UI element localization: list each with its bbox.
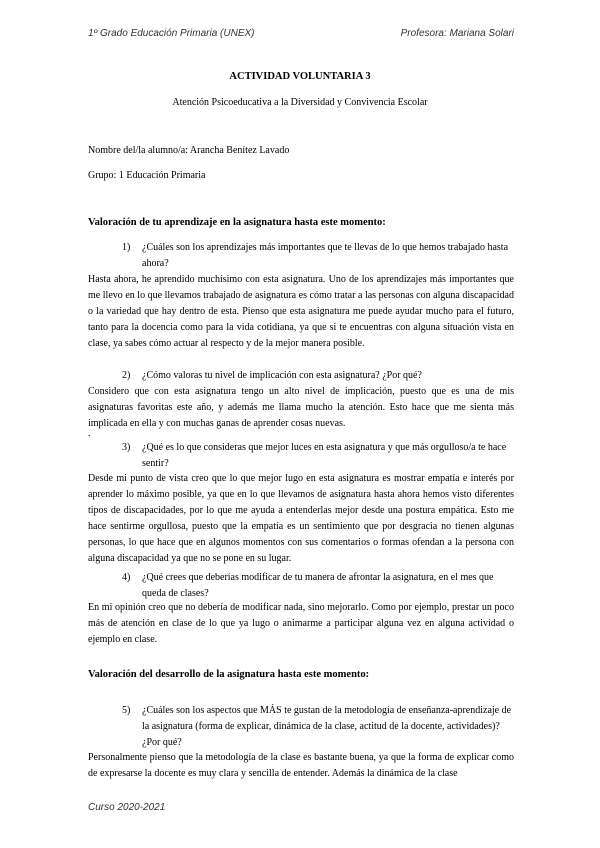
section-heading-learning: Valoración de tu aprendizaje en la asignatura hasta este momento: bbox=[88, 217, 386, 228]
document-title: ACTIVIDAD VOLUNTARIA 3 bbox=[229, 71, 371, 82]
question-text: ¿Cuáles son los aprendizajes más importantes que te llevas de lo que hemos trabajado hasta ahora? bbox=[142, 242, 509, 269]
document-subtitle: Atención Psicoeducativa a la Diversidad y Convivencia Escolar bbox=[172, 97, 428, 108]
answer-3: Desde mi punto de vista creo que lo que mejor lugo en esta asignatura es mostrar empatía e interés por aprender lo máximo posible, ya que en lo que llevamos de asignatura hasta ahora hemos visto diferentes tipos de discapacidades, por lo que me ayuda a entenderlas mejor desde una postura empática. Esto me hace sentirme orgullosa, puesto que la empatía es un sentimiento que por desgracia no tienen algunas personas, lo que hace que en algunos momentos con sus comentarios o formas ofendan a la persona con alguna discapacidad ya que no se pone en su lugar. bbox=[88, 473, 514, 564]
question-number: 2) bbox=[122, 370, 131, 381]
page-header bbox=[88, 28, 514, 39]
header-teacher: Profesora: Mariana Solari bbox=[400, 28, 514, 39]
group-line: Grupo: 1 Educación Primaria bbox=[88, 170, 206, 181]
question-text: ¿Cuáles son los aspectos que MÁS te gustan de la metodología de enseñanza-aprendizaje de la asignatura (forma de explicar, dinámica de la clase, actitud de la docente, actividades)? ¿Por qué? bbox=[142, 705, 512, 748]
question-number: 3) bbox=[122, 442, 131, 453]
question-4 bbox=[122, 570, 518, 602]
stray-mark: . bbox=[88, 428, 91, 439]
question-number: 1) bbox=[122, 242, 131, 253]
question-text: ¿Qué es lo que consideras que mejor luces en esta asignatura y que más orgulloso/a te hace sentir? bbox=[142, 442, 507, 469]
student-name-line: Nombre del/la alumno/a: Arancha Benítez Lavado bbox=[88, 145, 290, 156]
answer-5: Personalmente pienso que la metodología de la clase es bastante buena, ya que la forma de explicar como de expresarse la docente es muy clara y sencilla de entender. Además la dinámica de la clase bbox=[88, 752, 514, 779]
header-program: 1º Grado Educación Primaria (UNEX) bbox=[88, 28, 255, 39]
answer-1: Hasta ahora, he aprendido muchísimo con esta asignatura. Uno de los aprendizajes más importantes que me llevo en lo que llevamos trabajado de asignatura es cómo tratar a las personas con alguna discapacidad o la variedad que hay dentro de esta. Pienso que esta asignatura me puede ayudar mucho para el futuro, tanto para la docencia como para la vida cotidiana, ya que si te encuentras con alguna situación vista en clase, ya sabes cómo actuar al respecto y de la mejor manera posible. bbox=[88, 274, 514, 349]
question-text: ¿Qué crees que deberías modificar de tu manera de afrontar la asignatura, en el mes que queda de clases? bbox=[142, 572, 494, 599]
page-footer: Curso 2020-2021 bbox=[88, 802, 166, 813]
question-text: ¿Cómo valoras tu nivel de implicación con esta asignatura? ¿Por qué? bbox=[142, 370, 422, 381]
question-number: 5) bbox=[122, 705, 131, 716]
question-number: 4) bbox=[122, 572, 131, 583]
question-1 bbox=[122, 240, 518, 272]
answer-4: En mi opinión creo que no debería de modificar nada, sino mejorarlo. Como por ejemplo, prestar un poco más de atención en clase de lo que ya lugo o animarme a participar alguna vez en alguna actividad o ejemplo en clase. bbox=[88, 602, 514, 645]
question-3 bbox=[122, 440, 518, 472]
question-2 bbox=[122, 368, 518, 384]
section-heading-development: Valoración del desarrollo de la asignatura hasta este momento: bbox=[88, 669, 370, 680]
answer-2: Considero que con esta asignatura tengo un alto nivel de implicación, puesto que es una de mis asignaturas favoritas este año, y además me llama mucho la atención. Esto hace que me sienta más implicada en ella y con muchas ganas de aprender cosas nuevas. bbox=[88, 386, 514, 429]
question-5 bbox=[122, 703, 518, 751]
